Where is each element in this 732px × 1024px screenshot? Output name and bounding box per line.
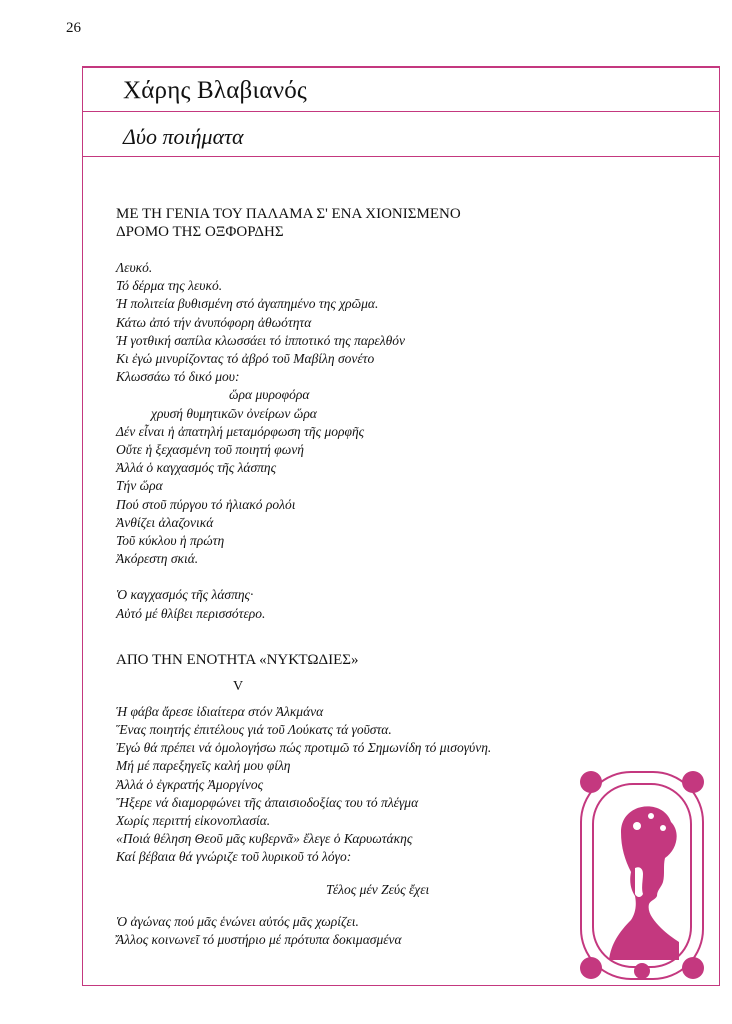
- poem-line-quoted: ὥρα μυροφόρα: [229, 387, 310, 403]
- poem-line: Χωρίς περιττή εἰκονοπλασία.: [116, 813, 271, 829]
- poem-line: Ὁ καγχασμός τῆς λάσπης·: [116, 587, 254, 603]
- poem-line-quoted: χρυσή θυμητικῶν ὀνείρων ὥρα: [151, 405, 317, 421]
- poem-line: Κι ἐγώ μινυρίζοντας τό ἀβρό τοῦ Μαβίλη σονέτο: [116, 351, 375, 367]
- poem-line: Ἕνας ποιητής ἐπιτέλους γιά τοῦ Λούκατς τά γοῦστα.: [116, 722, 392, 738]
- woman-profile-ornament-icon: [577, 768, 707, 983]
- poem2-stanza-2: [116, 913, 596, 949]
- poem-line: Ἡ φάβα ἄρεσε ἰδιαίτερα στόν Ἀλκμάνα: [116, 703, 324, 719]
- poem-line: Ἀλλά ὁ καγχασμός τῆς λάσπης: [116, 460, 277, 476]
- poem1-stanza-1: [116, 259, 596, 568]
- poem-line: Ἤξερε νά διαμορφώνει τῆς ἀπαισιοδοξίας του τό πλέγμα: [116, 794, 419, 810]
- poem1-title: [116, 205, 596, 241]
- poem-line: Ἀνθίζει ἀλαζονικά: [116, 514, 214, 530]
- poem-line-quoted: Τέλος μέν Ζεύς ἔχει: [326, 881, 430, 897]
- poem1-title-line-1: ΜΕ ΤΗ ΓΕΝΙΑ ΤΟΥ ΠΑΛΑΜΑ Σ' ΕΝΑ ΧΙΟΝΙΣΜΕΝΟ: [116, 206, 461, 222]
- poem-line: Ἀλλά ὁ ἐγκρατής Ἀμοργίνος: [116, 776, 264, 792]
- poem-line: Τήν ὥρα: [116, 478, 163, 494]
- poem-line: Τοῦ κύκλου ἡ πρώτη: [116, 533, 225, 549]
- poem1-title-line-2: ΔΡΟΜΟ ΤΗΣ ΟΞΦΟΡΔΗΣ: [116, 224, 284, 240]
- poem-line: Τό δέρμα της λευκό.: [116, 278, 223, 294]
- poem-line: Καί βέβαια θά γνώριζε τοῦ λυρικοῦ τό λόγο:: [116, 849, 352, 865]
- poem-line: Λευκό.: [116, 260, 153, 275]
- poem-line: Κλωσσάω τό δικό μου:: [116, 369, 240, 385]
- poem1-stanza-2: [116, 586, 596, 622]
- poem-line: Ἐγώ θά πρέπει νά ὁμολογήσω πώς προτιμῶ τό Σημωνίδη τό μισογύνη.: [116, 740, 492, 756]
- poem-line: Ἀκόρεστη σκιά.: [116, 551, 199, 567]
- header-divider-2: [83, 156, 719, 157]
- poem-line: Δέν εἶναι ἡ ἀπατηλή μεταμόρφωση τῆς μορφῆς: [116, 423, 365, 439]
- page-number: 26: [66, 20, 81, 36]
- header-divider-1: [83, 111, 719, 112]
- section-subtitle: Δύο ποιήματα: [123, 124, 244, 149]
- poem2-title-line: ΑΠΟ ΤΗΝ ΕΝΟΤΗΤΑ «ΝΥΚΤΩΔΙΕΣ»: [116, 651, 359, 668]
- poem-line: Κάτω ἀπό τήν ἀνυπόφορη ἀθωότητα: [116, 314, 312, 330]
- poem-line: Ἡ πολιτεία βυθισμένη στό ἀγαπημένο της χρῶμα.: [116, 296, 379, 312]
- poem2-title: [116, 651, 596, 669]
- poem-line: Πού στοῦ πύργου τό ἡλιακό ρολόι: [116, 496, 296, 512]
- poem2-stanza-1: [116, 703, 596, 867]
- author-name: Χάρης Βλαβιανός: [123, 77, 307, 104]
- poem2-section-numeral: V: [233, 678, 244, 694]
- poem-line: Ἡ γοτθική σαπίλα κλωσσάει τό ἱπποτικό της παρελθόν: [116, 332, 405, 348]
- poem-line: Ὁ ἀγώνας πού μᾶς ἑνώνει αὐτός μᾶς χωρίζει.: [116, 913, 359, 929]
- poem-line: Ἄλλος κοινωνεῖ τό μυστήριο μέ πρότυπα δοκιμασμένα: [116, 932, 402, 948]
- frame-top-rule: [83, 67, 719, 68]
- poem-line: «Ποιά θέληση Θεοῦ μᾶς κυβερνᾶ» ἔλεγε ὁ Καρυωτάκης: [116, 831, 413, 847]
- poem-line: Μή μέ παρεξηγεῖς καλή μου φίλη: [116, 758, 291, 774]
- poems-content: [116, 205, 596, 949]
- poem-line: Οὔτε ἡ ξεχασμένη τοῦ ποιητή φωνή: [116, 442, 304, 458]
- poem-line: Αὐτό μέ θλίβει περισσότερο.: [116, 605, 266, 621]
